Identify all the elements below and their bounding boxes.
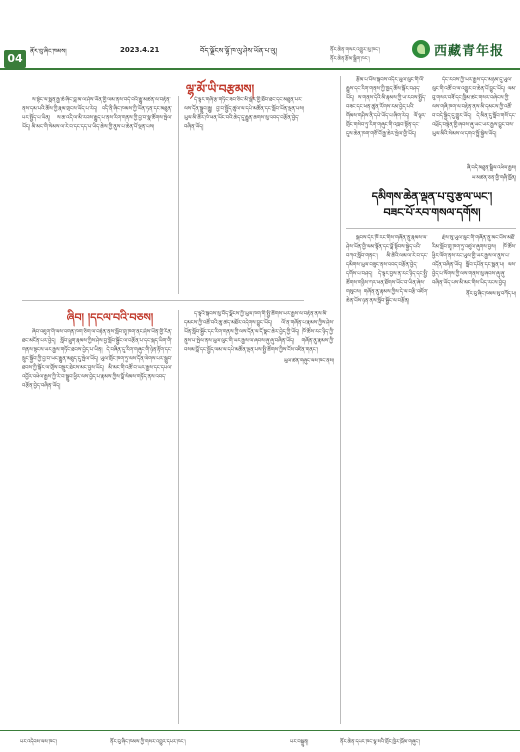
header-info-line-2: ནོར་ཆེན་རྩོམ་སྒྲིག་ཁང་། [330, 56, 370, 62]
article-paragraph: སྐབས་དེར་ཁོ་རང་གིས་གཞོན་ནུ་རྣམས་ལ་ཤེས་ཡོན་གྱི་ལམ་སྟོན་དང་བློ་སྟོབས་སྐྱེད་པའི་བཀའ་སློབ་གནང་། མི་ཚེའི་ལམ་ལ་རེ་བ་དང་དམིགས་ཡུལ་བཟུང་ནས་འབད་བརྩོན་བྱེད་དགོས་པ་བཤད། དེ་ལྟར་བྱས་ན་རང་ཉིད་དང་སྤྱི་ཚོགས་གཉིས་ཀར་ཕན་ཐོགས་ཡོང་བ་ཡིན་ཞེས་གསུངས། གཞོན་ནུ་རྣམས་ཀྱིས་དེ་ལ་བརྩི་འཇོག་ཆེན་པོས་ཉན་ནས་སློབ་སྦྱོང་ལ་བརྩོན། [346, 235, 428, 304]
page-header [0, 0, 520, 74]
article-column-1 [22, 96, 172, 294]
newspaper-logo [412, 36, 512, 62]
page-number: 04 [4, 50, 26, 68]
logo-text: 西藏青年报 [434, 43, 505, 59]
page-footer [0, 730, 520, 752]
section-divider [346, 228, 516, 229]
article-paragraph: ས་སྟེང་ལ་སྨན་རྒྱ་ཆེ་ཞིང་བླ་མ་ལ་ཤེས་ཡོན་གྱི་ལམ་ནས་བདེ་བའི་རྒྱུ་མཚན་ལ་བརྟེན་ནས་དམ་པའི་ཆོས་ཀྱི་རྣམ་གྲངས་ཡོད་པ་རེད། འདི་ནི་ཞིང་ཁམས་ཀྱི་ཡོན་ཏན་དང་མཐུན་པར་སྤྱོད་པ་ཡིན། ས་ཆ་འདི་ལ་མི་རབས་རྒྱུད་པ་ནས་རིག་གནས་ཀྱི་བྱ་བ་སྣ་ཚོགས་སྤེལ་ཡོད། མི་མང་གི་སེམས་ལ་རེ་བ་དང་དད་པ་ཡིད་ཆེས་ཀྱི་ནུས་པ་ཆེན་པོ་ལྡན་པས། [22, 97, 172, 130]
article-signature: ཞི་བདེ་མཐུན་སྒྲིལ་འཕེལ་རྒྱས། [466, 165, 516, 171]
article-column-5 [346, 76, 426, 156]
section-divider [22, 300, 304, 301]
footer-text-3: པར་བསྐྲུན། [290, 739, 309, 745]
section-title-top: ལྷ་མོ་ཡི་བརྩམས། [185, 82, 255, 96]
article-title-line-1: དམིགས་ཆེན་ལྡན་པ་བུ་རྩལ་ཡང་། [371, 190, 493, 203]
footer-text-1: པར་འདེབས་ལས་ཁང་། [20, 739, 58, 745]
article-signature: ཡ་མཚན་ཅན་གྱི་གཞི་ཁྱོན། [471, 175, 516, 181]
footer-text-4: ནོར་ཆེན་དཔར་ཁང་ལྷ་སའི་གྲོང་ཁྱེར་ཁྲོམ་གཞུང་། [340, 739, 421, 745]
article-column-3 [22, 328, 172, 724]
article-signature: ནོར་བུ་ཞིང་ཁམས་སུ་བཀོད་པ། [466, 291, 516, 297]
article-column-7 [346, 234, 428, 724]
article-paragraph: དེང་རབས་ཀྱི་ཡར་རྒྱས་དང་མཉམ་དུ་ཡུལ་ལུང་གི་འཚོ་བ་ལ་འགྱུར་བ་ཆེན་པོ་བྱུང་ཡོད། ལམ་བུ་གསར་བཟོ་དང་ཁྱིམ་ཚང་གསར་བཞེངས་ཀྱི་ལས་གཞི་ཁག་ལ་བརྟེན་ནས་མི་དམངས་ཀྱི་འཚོ་བ་བདེ་སྐྱིད་དུ་གྱུར་ཡོད། དེ་མིན་དུ་སློབ་གསོ་དང་འཕྲོད་བསྟེན་གྱི་ཞབས་ཞུ་ཡང་ཡར་རྒྱས་བྱུང་བས་ཡུལ་མིའི་སེམས་ལ་དགའ་སྤྲོ་སྐྱེས་ཡོད། [432, 77, 516, 137]
section-title-middle: ཞིབ། །དངལ་བའི་བཅས། [66, 311, 154, 324]
header-center-text: བོད་ལྗོངས་ལྷོ་ཁ་ལུ་ཤེས་ཡོན་པ་ལུ། [200, 47, 278, 55]
article-title-line-2: བཟང་པོ་རབ་གསལ་དགོས། [383, 206, 481, 219]
leaf-logo-icon [412, 40, 430, 58]
header-section-name: ནོར་བུ་ཞིང་ཁམས། [30, 48, 67, 55]
article-paragraph: རྩོམ་པ་པོས་སྐབས་འདིར་ཡུལ་ལུང་གི་ལོ་རྒྱུས་དང་རིག་གནས་ཀྱི་ཁྱད་ཆོས་སྐོར་བཤད་ཡོད། ས་གནས་དེའི་མི་རྣམས་ཀྱི་ཡ་རབས་སྤྱོད་བཟང་དང་ཕན་ཚུན་རོགས་རམ་བྱེད་པའི་གོམས་གཤིས་ནི་དཔེ་ཡོད་པ་ཞིག་རེད། ལོ་ལྟར་གྲོང་གསེབ་ཏུ་རིག་གཞུང་གི་འཁྲབ་སྟོན་དང་དུས་ཆེན་ཁག་གཙོ་བོ་རྒྱ་ཆེར་སྤེལ་གྱི་ཡོད། [346, 77, 426, 137]
header-divider [0, 68, 520, 70]
issue-date: 2023.4.21 [120, 46, 160, 54]
article-column-6 [432, 76, 516, 156]
column-divider [178, 96, 179, 294]
header-info-line-1: ནོར་ཆེན་གསར་འགྱུར་སུ་ཁང་། [330, 47, 381, 53]
article-column-8 [432, 234, 516, 724]
article-paragraph: རྗེས་སུ་ཡུལ་ལུང་གི་གཞོན་ནུ་མང་པོས་མཐོ་རིམ་སློབ་གྲྭ་ཁག་ཏུ་འཛུལ་ཞུགས་བྱས། ཁོ་ཚོས་ཕྱིར་ལོག་ནས་རང་ཡུལ་གྱི་ཡར་རྒྱས་ལ་ནུས་པ་འདོན་བཞིན་ཡོད། སློབ་དཔོན་དང་སྨན་པ། ལས་བྱེད་པ་སོགས་ཀྱི་ལས་གནས་སུ་ཞབས་ཞུ་ཞུ་བཞིན་ཡོད་པས་མི་མང་གིས་ཡིད་རངས་བྱེད། [432, 235, 516, 286]
footer-text-2: ནོར་བུ་ཞིང་ཁམས་ཀྱི་གསར་འགྱུར་དཔར་ཁང་། [110, 739, 186, 745]
article-signature: ཡུལ་ཚན་གཞུང་ལས་ཁང་ནས། [283, 358, 334, 364]
article-column-2 [184, 96, 304, 294]
column-divider [340, 76, 341, 724]
article-column-4 [184, 310, 334, 724]
article-paragraph: ཞིབ་འཇུག་གི་ལས་འགན་ཁག་ཅིག་ལ་བརྟེན་ནས་སློབ་གྲྭ་ཁག་ནང་ཤེས་ཡོན་གྱི་རིན་ཐང་མངོན་པར་བྱེད། སློབ་ཕྲུག་རྣམས་ཀྱིས་ཤེས་བྱ་སློབ་སྦྱོང་ལ་བརྩོན་པ་དང་སྐད་ཡིག་གི་གནས་སྟངས་ཡར་རྒྱས་གཏོང་ཐབས་བྱེད་པ་ཡིན། དེ་བཞིན་དུ་རིག་གཞུང་གི་ཉེན་རྟོག་དང་སྲུང་སྐྱོབ་ཀྱི་བྱ་བ་ཡང་རྒྱུན་མཐུད་དུ་སྤེལ་ཡོད། ཡུལ་གྲོང་ཁག་ཏུ་ལས་དོན་ལེགས་པར་སྒྲུབ་ཐབས་ཀྱི་སྐོར་ལ་གྲོས་བསྡུར་ཐེངས་མང་བྱས་ཡོད། མི་མང་གི་འཚོ་བ་ཡར་རྒྱས་དང་དཔལ་འབྱོར་འཕེལ་རྒྱས་ཀྱི་རེ་བ་སྒྲུབ་ཕྱིར་ལས་བྱེད་པ་རྣམས་ཀྱིས་བློ་སེམས་གཏོད་ནས་འབད་བརྩོན་བྱེད་བཞིན་ཡོད། [22, 329, 172, 389]
article-paragraph: དེ་ལྟར་གཞི་རྩ་གཏིང་ཟབ་ཅིང་མི་སྒེར་གྱི་ཐོབ་ཐང་དང་མཐུན་པར་ལས་དོན་སྒྲུབ་རྒྱུ། བྱ་བ་སྤྱོད་ཚུལ་ལ་དཔེ་མཚོན་དང་སློབ་ཡོན་ལྡན་པས། ཡུལ་མི་ཚོར་ཁེ་ཕན་ཡོང་བའི་ཆེད་དུ་རྒྱུན་ཆགས་སུ་འབད་བརྩོན་བྱེད་བཞིན་ཡོད། [184, 97, 304, 130]
article-paragraph: ད་ལྟའི་སྐབས་སུ་བོད་ལྗོངས་ཀྱི་ཡུལ་ཁག་གི་སྤྱི་ཚོགས་ཡར་རྒྱས་ལ་བརྟེན་ནས་མི་དམངས་ཀྱི་འཚོ་བའི་ཆུ་ཚད་མཐོར་འདེགས་བྱུང་ཡོད། ལོ་ན་གཞོན་པ་རྣམས་ཀྱིས་ཤེས་ཡོན་སློབ་སྦྱོང་དང་རིག་གནས་ཀྱི་ལས་དོན་ལ་དོ་སྣང་ཆེར་བྱེད་ཀྱི་ཡོད། ཁོ་ཚོས་རང་ཉིད་ཀྱི་ནུས་པ་སྤེལ་ནས་ཡུལ་ལུང་གི་ཡར་རྒྱས་ལ་ཞབས་ཞུ་ཞུ་བཞིན་ཡོད། གཞོན་ནུ་རྣམས་ཀྱི་བསམ་བློ་དང་སྤྱོད་ལམ་ལ་དཔེ་མཚོན་ལྡན་པས་སྤྱི་ཚོགས་ཀྱིས་ངོས་འཛིན་གནང་། [184, 311, 334, 353]
column-divider [178, 310, 179, 724]
